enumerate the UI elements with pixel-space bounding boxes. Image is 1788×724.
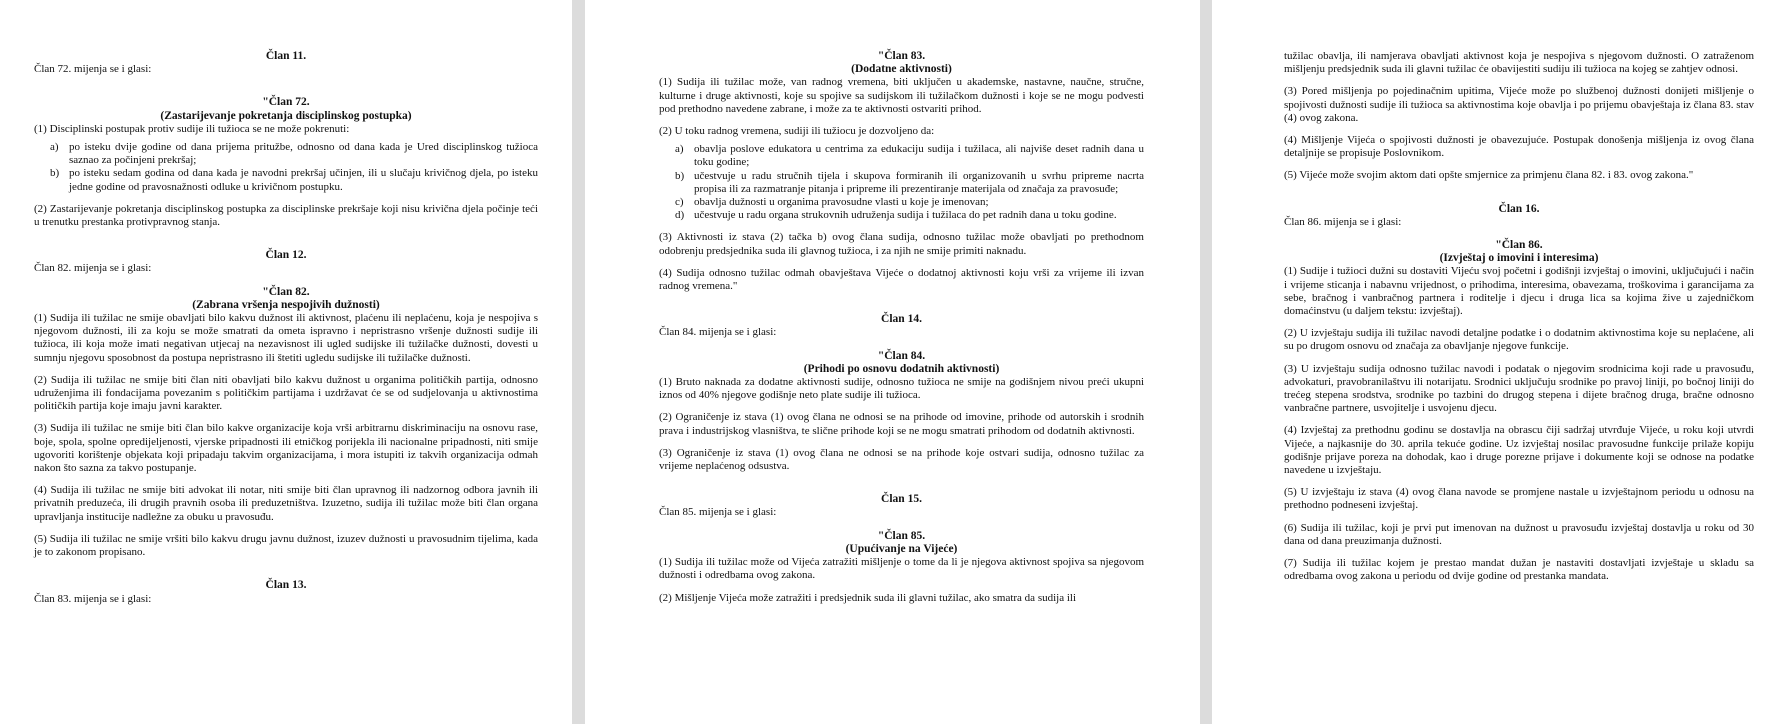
list-marker: b) [50, 167, 60, 180]
section-heading: "Član 72. [262, 96, 310, 109]
enumerated-list [34, 141, 538, 194]
paragraph: (4) Sudija ili tužilac ne smije biti advokat ili notar, niti smije biti član upravnog ili nadzornog odbora javnih ili privatnih preduzeća, ili drugih pravnih osoba ili preduzetništva. Izuzetno, sudija ili tužilac može biti član organa upravljanja institucije nadležne za obuku u pravosuđu. [34, 484, 538, 523]
list-item [659, 143, 1144, 169]
paragraph: Član 84. mijenja se i glasi: [659, 326, 777, 339]
section-heading: Član 14. [881, 313, 922, 326]
list-item [34, 141, 538, 167]
paragraph: (7) Sudija ili tužilac kojem je prestao mandat dužan je nastaviti dostavljati izvještaje u skladu sa odredbama ovog zakona u periodu od dvije godine od prestanka mandata. [1284, 557, 1754, 583]
paragraph: (1) Disciplinski postupak protiv sudije ili tužioca se ne može pokrenuti: [34, 122, 350, 135]
section-heading: (Prihodi po osnovu dodatnih aktivnosti) [803, 362, 1000, 375]
paragraph: Član 85. mijenja se i glasi: [659, 506, 777, 519]
paragraph: (4) Sudija odnosno tužilac odmah obavještava Vijeće o dodatnoj aktivnosti koju vrši za vrijeme ili izvan radnog vremena." [659, 266, 1144, 293]
list-item-text: učestvuje u radu organa strukovnih udruženja sudija i tužilaca do pet radnih dana u toku godine. [694, 209, 1117, 222]
list-item-text: po isteku sedam godina od dana kada je navodni prekršaj učinjen, ili u slučaju krivičnog djela, po isteku jedne godine od pravosnažnosti odluke u krivičnom postupku. [69, 167, 538, 193]
section-heading: Član 15. [881, 493, 922, 506]
list-item [34, 167, 538, 193]
section-heading: Član 12. [265, 249, 307, 262]
paragraph: (2) Sudija ili tužilac ne smije biti član niti obavljati bilo kakvu dužnost u organima političkih partija, odnosno udruženjima ili fondacijama povezanim s političkim partijama i uzdržavat će se od sudjelovanja u aktivnostima političkih partija koje imaju javni karakter. [34, 373, 538, 413]
paragraph: (3) Aktivnosti iz stava (2) tačka b) ovog člana sudija, odnosno tužilac može obavljati po prethodnom odobrenju predsjednika suda ili glavnog tužioca, i za njih ne smije primiti naknadu. [659, 231, 1144, 257]
section-heading: Član 13. [265, 579, 307, 592]
list-marker: a) [50, 141, 59, 154]
page-gutter [1200, 0, 1212, 724]
paragraph: (1) Sudije i tužioci dužni su dostaviti Vijeću svoj početni i godišnji izvještaj o imovini, uključujući i način i vrijeme sticanja i nabavnu vrijednost, o prihodima, interesima, obavezama, troškovima i garancijama za sebe, bračnog i vanbračnog partnera i roditelje i djecu i druga lica sa kojima žive u zajedničkom domaćinstvu (u daljem tekstu: izvještaj). [1284, 265, 1754, 318]
list-marker: c) [675, 196, 684, 209]
paragraph: (4) Mišljenje Vijeća o spojivosti dužnosti je obavezujuće. Postupak donošenja mišljenja iz ovog člana detaljnije se propisuje Poslovnikom. [1284, 134, 1754, 160]
section-heading: (Izvještaj o imovini i interesima) [1439, 252, 1599, 265]
list-item-text: učestvuje u radu stručnih tijela i skupova formiranih ili organizovanih u svrhu pripreme nacrta propisa ili za razmatranje pitanja i pripreme ili prezentiranje materijala od značaja za pravosuđe; [694, 169, 1144, 195]
section-heading: "Član 82. [262, 285, 310, 298]
document-page-3 [1212, 0, 1788, 724]
section-heading: "Član 83. [877, 50, 926, 62]
list-item-text: obavlja poslove edukatora u centrima za edukaciju sudija i tužilaca, ali najviše deset radnih dana u toku godine; [694, 143, 1144, 169]
list-item [659, 196, 1144, 209]
section-heading: "Član 86. [1495, 239, 1543, 252]
paragraph: (5) U izvještaju iz stava (4) ovog člana navode se promjene nastale u izvještajnom periodu u odnosu na prethodno podneseni izvještaj. [1284, 486, 1754, 512]
paragraph: (1) Bruto naknada za dodatne aktivnosti sudije, odnosno tužioca ne smije na godišnjem nivou preći ukupni iznos od 40% njegove godišnje neto plate sudije ili tužioca. [659, 376, 1144, 402]
section-heading: (Upućivanje na Vijeće) [845, 542, 958, 555]
paragraph: (1) Sudija ili tužilac može od Vijeća zatražiti mišljenje o tome da li je njegova aktivnost spojiva sa njegovom dužnosti i odredbama ovog zakona. [659, 556, 1144, 582]
document-page-1 [0, 0, 572, 724]
section-heading: (Zabrana vršenja nespojivih dužnosti) [192, 298, 380, 311]
paragraph: (1) Sudija ili tužilac ne smije obavljati bilo kakvu dužnost ili aktivnost, plaćenu ili neplaćenu, koja je nespojiva s njegovom dužnosti, ili za koju se može smatrati da ometa ispravno i nepristrasno vršenje dužnosti sudije ili tužioca, ili koja može imati negativan utjecaj na nezavisnost ili ugled sudijske ili tužilačke dužnosti, dovesti u sumnju njegovu sposobnost da postupa nepristrasno ili štetiti ugledu sudijske ili tužilačke dužnosti. [34, 312, 538, 364]
paragraph: Član 82. mijenja se i glasi: [34, 262, 152, 275]
list-item-text: obavlja dužnosti u organima pravosudne vlasti u koje je imenovan; [694, 196, 989, 209]
section-heading: Član 11. [265, 50, 307, 62]
section-heading: "Član 85. [877, 529, 926, 542]
enumerated-list [659, 143, 1144, 222]
paragraph: (2) Ograničenje iz stava (1) ovog člana ne odnosi se na prihode od imovine, prihode od autorskih i srodnih prava i industrijskog vlasništva, te slične prihode koji se ne mogu smatrati prihodom od dodatnih aktivnosti. [659, 411, 1144, 437]
section-heading: (Zastarijevanje pokretanja disciplinskog postupka) [160, 109, 412, 122]
list-item-text: po isteku dvije godine od dana prijema pritužbe, odnosno od dana kada je Ured disciplinskog tužioca saznao za počinjeni prekršaj; [69, 141, 538, 167]
paragraph: (2) Mišljenje Vijeća može zatražiti i predsjednik suda ili glavni tužilac, ako smatra da sudija ili [659, 591, 1077, 604]
paragraph: tužilac obavlja, ili namjerava obavljati aktivnost koja je nespojiva s njegovom dužnosti. O zatraženom mišljenju predsjednik suda ili glavni tužilac će obavijestiti sudiju ili tužioca na kojeg se zahtjev odnosi. [1284, 50, 1754, 76]
list-item [659, 170, 1144, 196]
paragraph: (1) Sudija ili tužilac može, van radnog vremena, biti uključen u akademske, nastavne, naučne, stručne, kulturne i druge aktivnosti, koje su spojive sa sudijskom ili tužilačkom dužnosti i koje se ne mogu podvesti pod prethodno navedene zabrane, i može za te aktivnosti ostvariti prihod. [659, 76, 1144, 115]
paragraph: (3) Sudija ili tužilac ne smije biti član bilo kakve organizacije koja vrši arbitrarnu diskriminaciju na osnovu rase, boje, spola, spolne opredijeljenosti, vjerske pripadnosti ili etničkog porijekla ili nacionalne pripadnosti, niti smije ugovoriti korištenje objekata koji pripadaju takvim organizacijama, i mora istupiti iz takvih organizacija odmah nakon što sazna za takvo postupanje. [34, 422, 538, 475]
paragraph: (3) Ograničenje iz stava (1) ovog člana ne odnosi se na prihode koje ostvari sudija, odnosno tužilac za vrijeme neplaćenog odsustva. [659, 446, 1144, 473]
page-gutter [572, 0, 585, 724]
list-marker: d) [675, 209, 685, 222]
section-heading: "Član 84. [877, 349, 926, 362]
list-item [659, 209, 1144, 222]
document-page-2 [585, 0, 1200, 724]
paragraph: Član 72. mijenja se i glasi: [34, 63, 152, 76]
list-marker: a) [675, 143, 684, 156]
paragraph: Član 86. mijenja se i glasi: [1284, 215, 1402, 228]
section-heading: Član 16. [1498, 202, 1540, 215]
paragraph: (5) Vijeće može svojim aktom dati opšte smjernice za primjenu člana 82. i 83. ovog zakona." [1284, 169, 1694, 182]
section-heading: (Dodatne aktivnosti) [851, 63, 952, 76]
paragraph: (4) Izvještaj za prethodnu godinu se dostavlja na obrascu čiji sadržaj utvrđuje Vijeće, u roku koji utvrdi Vijeće, a najkasnije do 30. aprila tekuće godine. Uz izvještaj nosilac pravosudne funkcije prilaže kopiju godišnje prijave poreza na dohodak, kao i druge porezne prijave i dokumente koji se odnose na podatke navedene u izvještaju. [1284, 424, 1754, 477]
list-marker: b) [675, 169, 685, 182]
paragraph: Član 83. mijenja se i glasi: [34, 592, 152, 605]
paragraph: (3) U izvještaju sudija odnosno tužilac navodi i podatak o njegovim srodnicima koji rade u pravosuđu, advokaturi, pravobranilaštvu ili notarijatu. Srodnici uključuju srodnike po pravoj liniji, po bočnoj liniji do trećeg stepena srodstva, srodnike po tazbini do drugog stepena i dijete bračnog druga, bračne odnosno vanbračne partnere, usvojitelje i usvojenu djecu. [1284, 362, 1754, 415]
paragraph: (2) Zastarijevanje pokretanja disciplinskog postupka za disciplinske prekršaje koji nisu krivična djela počinje teći u trenutku prestanka protivpravnog stanja. [34, 202, 538, 229]
paragraph: (2) U toku radnog vremena, sudiji ili tužiocu je dozvoljeno da: [659, 125, 935, 138]
paragraph: (6) Sudija ili tužilac, koji je prvi put imenovan na dužnost u pravosuđu izvještaj dostavlja u roku od 30 dana od dana preuzimanja dužnosti. [1284, 521, 1754, 547]
paragraph: (3) Pored mišljenja po pojedinačnim upitima, Vijeće može po službenoj dužnosti donijeti mišljenje o spojivosti dužnosti sudije ili tužioca sa aktivnostima koje obavlja i po prijemu obavještaja iz člana 83. stav (4) ovog zakona. [1284, 85, 1754, 124]
paragraph: (2) U izvještaju sudija ili tužilac navodi detaljne podatke i o dodatnim aktivnostima koje su neplaćene, ali su po drugom osnovu od značaja za obavljanje njegove funkcije. [1284, 327, 1754, 353]
paragraph: (5) Sudija ili tužilac ne smije vršiti bilo kakvu drugu javnu dužnost, izuzev dužnosti u pravosudnim tijelima, kada je to zakonom propisano. [34, 532, 538, 559]
